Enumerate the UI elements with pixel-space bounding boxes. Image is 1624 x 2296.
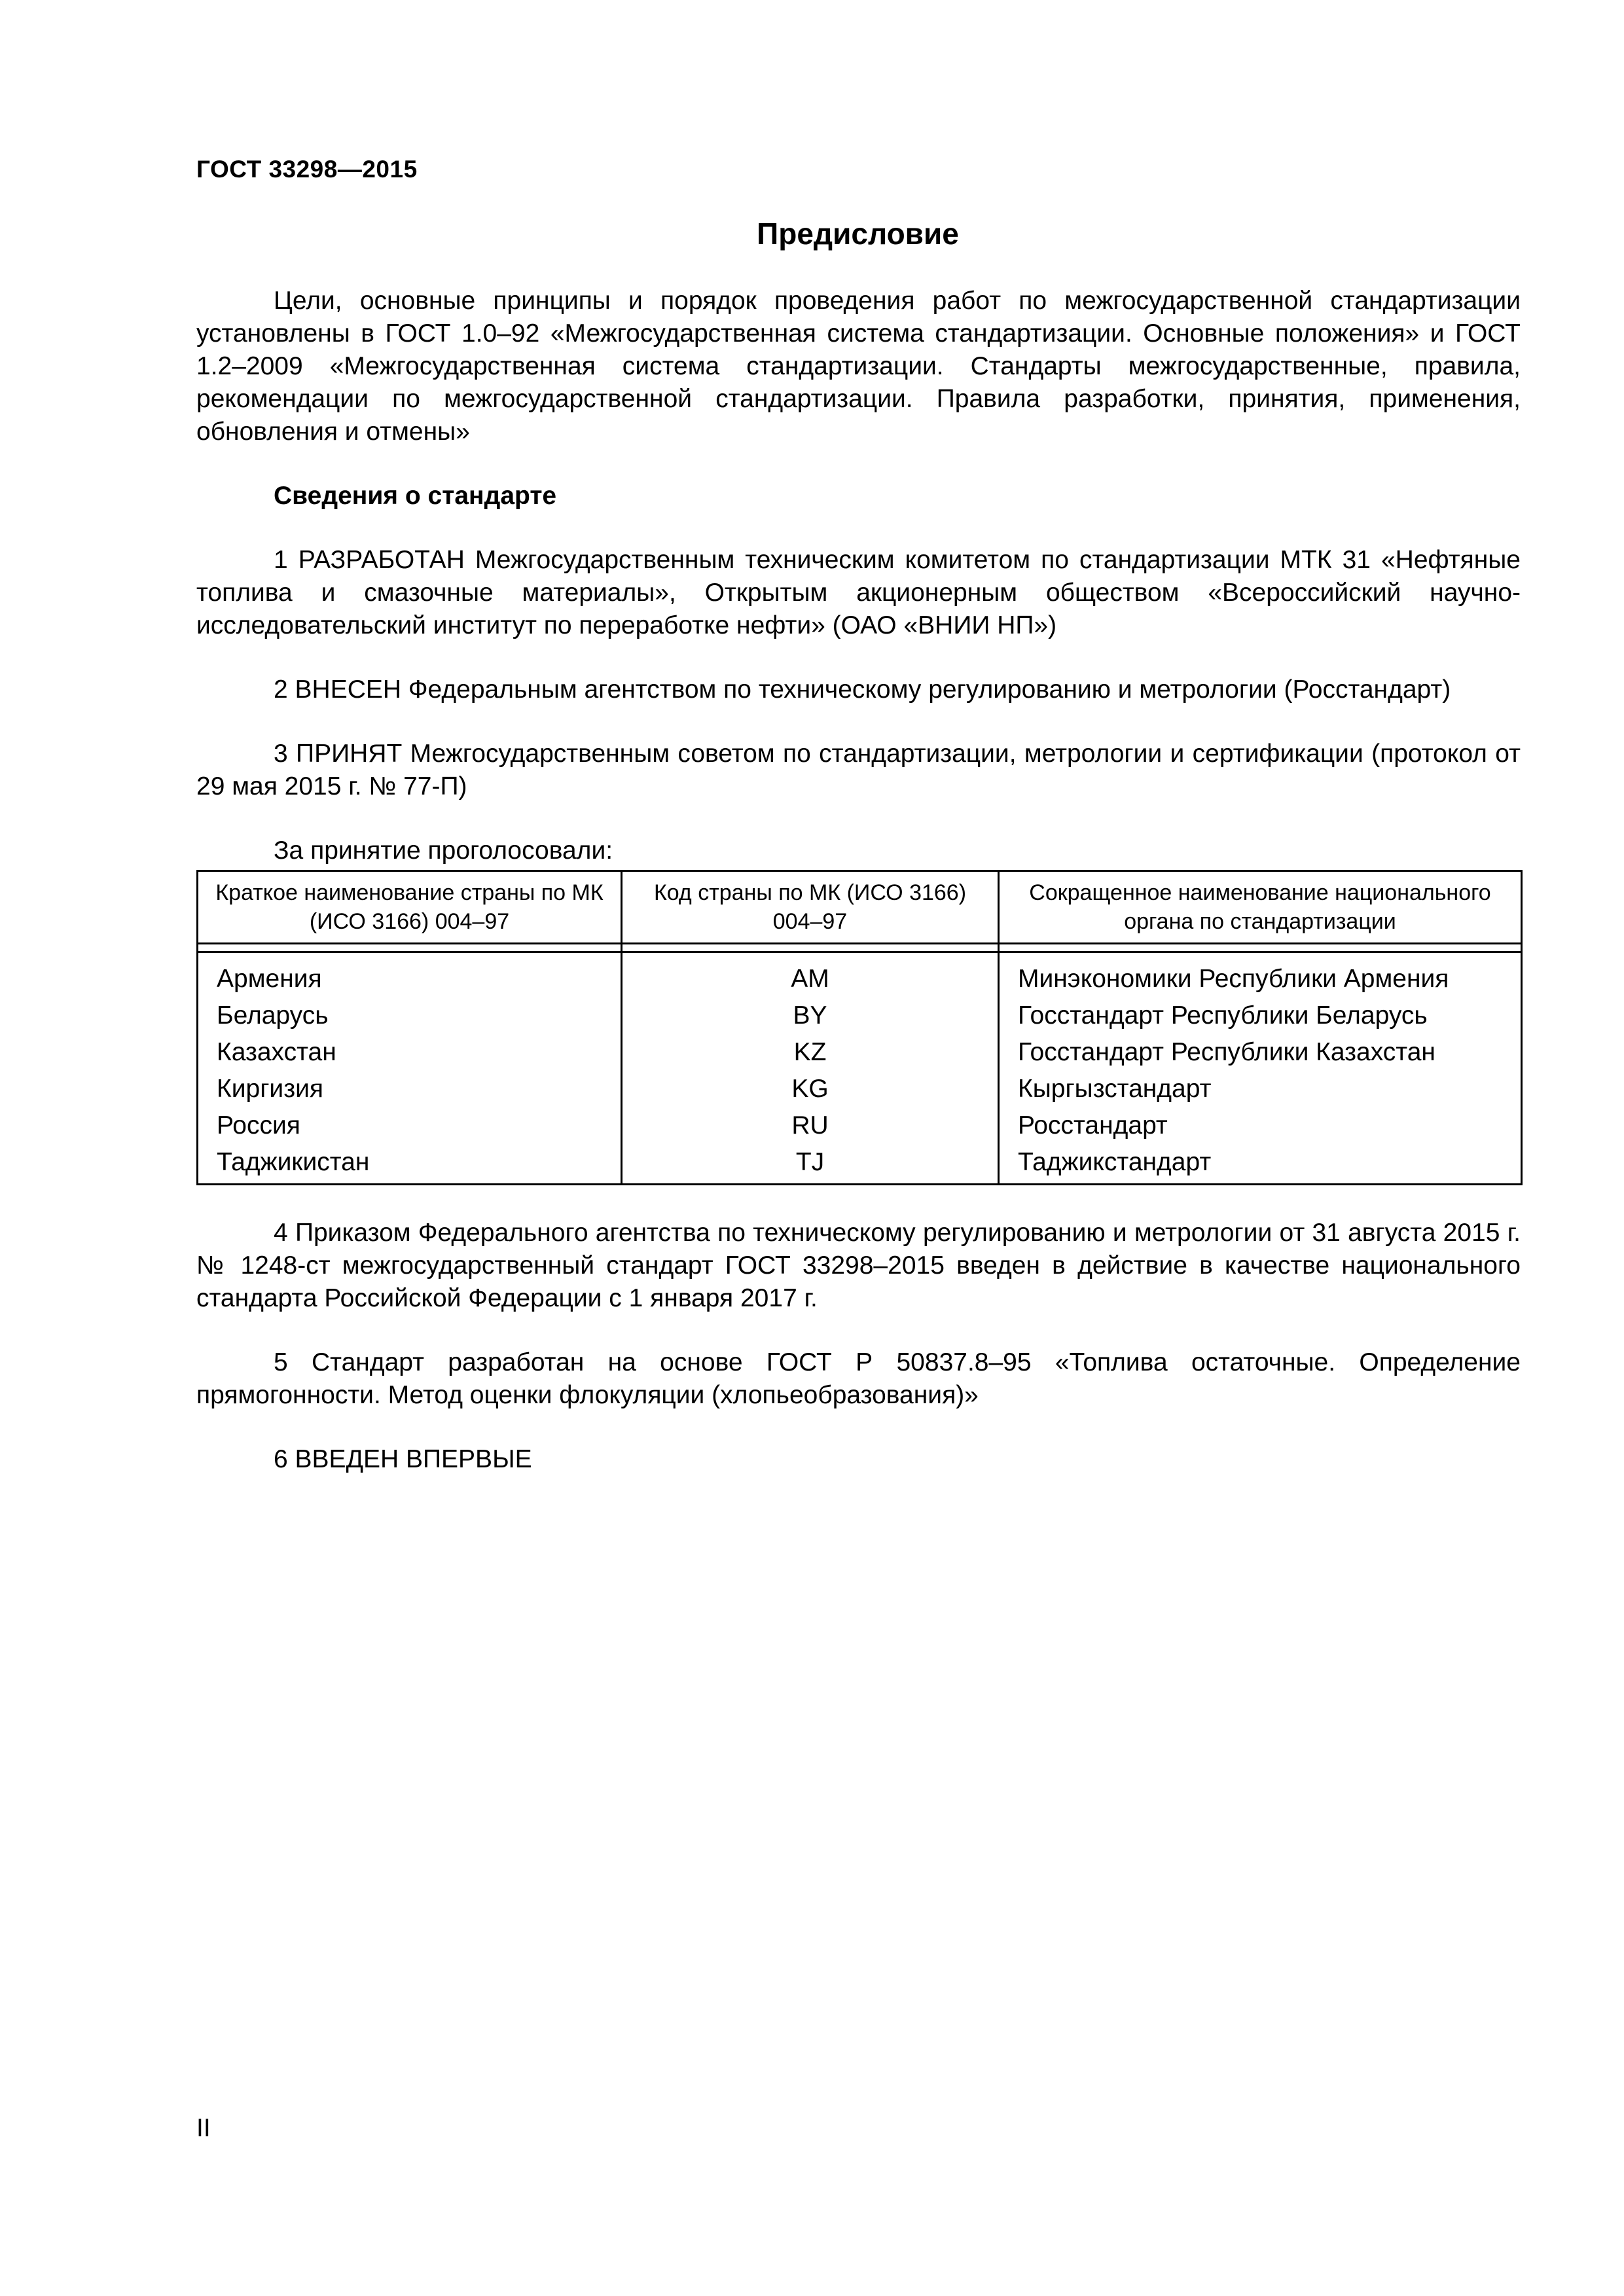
cell-code: BY bbox=[622, 997, 999, 1034]
header-country: Краткое наименование страны по МК (ИСО 3166) 004–97 bbox=[198, 871, 622, 944]
cell-body: Росстандарт bbox=[999, 1107, 1522, 1144]
main-content bbox=[196, 285, 1521, 1476]
table-row bbox=[198, 1107, 1522, 1144]
cell-body: Таджикстандарт bbox=[999, 1144, 1522, 1185]
cell-country: Таджикистан bbox=[198, 1144, 622, 1185]
item-introduced: 2 ВНЕСЕН Федеральным агентством по техническому регулированию и метрологии (Росстандарт) bbox=[274, 675, 1451, 704]
item-order: 4 Приказом Федерального агентства по техническому регулированию и метрологии от 31 августа 2015 г. № 1248-ст межгосударственный стандарт ГОСТ 33298–2015 введен в действие в качестве национального стандарта Российской Федерации с 1 января 2017 г. bbox=[196, 1219, 1521, 1312]
table-row bbox=[198, 1071, 1522, 1107]
cell-country: Армения bbox=[198, 952, 622, 998]
table-row bbox=[198, 952, 1522, 998]
voting-table bbox=[196, 870, 1523, 1185]
table-row bbox=[198, 1034, 1522, 1071]
table-row bbox=[198, 1144, 1522, 1185]
cell-body: Госстандарт Республики Беларусь bbox=[999, 997, 1522, 1034]
cell-country: Россия bbox=[198, 1107, 622, 1144]
cell-code: RU bbox=[622, 1107, 999, 1144]
cell-code: TJ bbox=[622, 1144, 999, 1185]
header-body: Сокращенное наименование национального органа по стандартизации bbox=[999, 871, 1522, 944]
item-basis: 5 Стандарт разработан на основе ГОСТ Р 50837.8–95 «Топлива остаточные. Определение прямогонности. Метод оценки флокуляции (хлопьеобразования)» bbox=[196, 1348, 1521, 1409]
page-number: II bbox=[196, 2114, 211, 2142]
item-developed: 1 РАЗРАБОТАН Межгосударственным техническим комитетом по стандартизации МТК 31 «Нефтяные топлива и смазочные материалы», Открытым акционерным обществом «Всероссийский научно-исследовательский институт по переработке нефти» (ОАО «ВНИИ НП») bbox=[196, 546, 1521, 639]
cell-country: Киргизия bbox=[198, 1071, 622, 1107]
header-code: Код страны по МК (ИСО 3166) 004–97 bbox=[622, 871, 999, 944]
item-adopted: 3 ПРИНЯТ Межгосударственным советом по стандартизации, метрологии и сертификации (протокол от 29 мая 2015 г. № 77-П) bbox=[196, 740, 1521, 800]
vote-label: За принятие проголосовали: bbox=[274, 836, 613, 865]
cell-body: Минэкономики Республики Армения bbox=[999, 952, 1522, 998]
cell-body: Госстандарт Республики Казахстан bbox=[999, 1034, 1522, 1071]
cell-country: Казахстан bbox=[198, 1034, 622, 1071]
page-title: Предисловие bbox=[757, 217, 959, 251]
intro-paragraph: Цели, основные принципы и порядок проведения работ по межгосударственной стандартизации установлены в ГОСТ 1.0–92 «Межгосударственная система стандартизации. Основные положения» и ГОСТ 1.2–2009 «Межгосударственная система стандартизации. Стандарты межгосударственные, правила, рекомендации по межгосударственной стандартизации. Правила разработки, принятия, применения, обновления и отмены» bbox=[196, 287, 1521, 446]
cell-code: KZ bbox=[622, 1034, 999, 1071]
table-header-separator bbox=[198, 944, 1522, 952]
cell-code: AM bbox=[622, 952, 999, 998]
item-first-introduced: 6 ВВЕДЕН ВПЕРВЫЕ bbox=[274, 1445, 532, 1473]
cell-code: KG bbox=[622, 1071, 999, 1107]
info-heading: Сведения о стандарте bbox=[274, 482, 557, 510]
cell-country: Беларусь bbox=[198, 997, 622, 1034]
table-header-row bbox=[198, 871, 1522, 944]
table-row bbox=[198, 997, 1522, 1034]
document-code: ГОСТ 33298—2015 bbox=[196, 156, 418, 183]
cell-body: Кыргызстандарт bbox=[999, 1071, 1522, 1107]
